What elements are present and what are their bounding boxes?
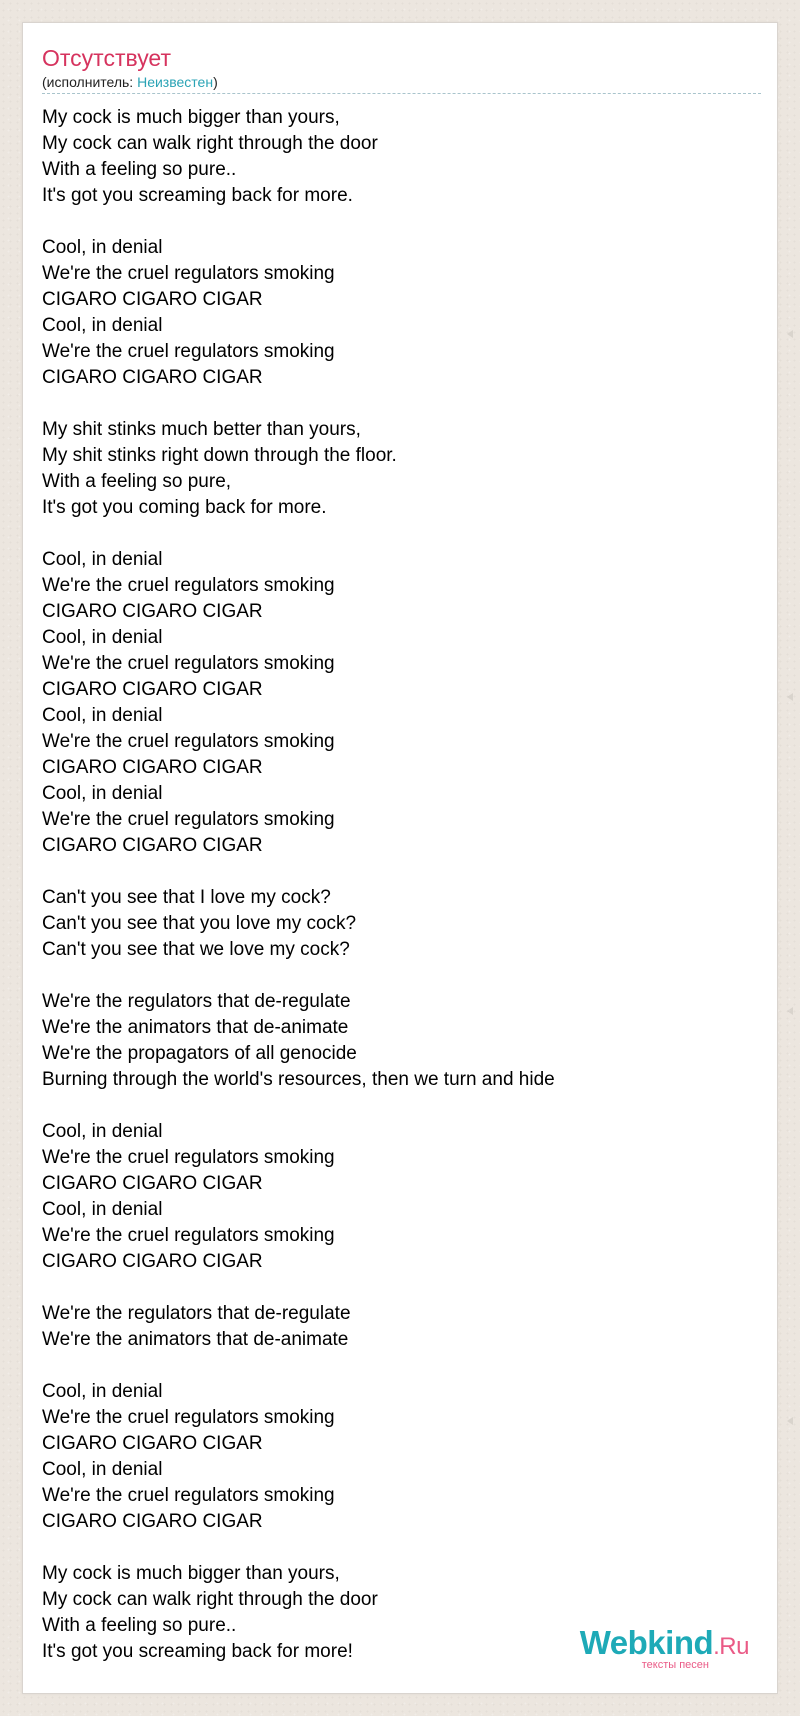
artist-link[interactable]: Неизвестен (137, 74, 214, 90)
lyrics-line: It's got you screaming back for more! (42, 1641, 353, 1662)
lyrics-line: Cool, in denial (42, 627, 163, 648)
lyrics-line: It's got you coming back for more. (42, 497, 327, 518)
lyrics-line: We're the cruel regulators smoking (42, 809, 335, 830)
lyrics-line: We're the cruel regulators smoking (42, 1485, 335, 1506)
lyrics-line: Burning through the world's resources, then we turn and hide (42, 1069, 555, 1090)
lyrics-line: We're the cruel regulators smoking (42, 653, 335, 674)
chevron-left-icon (787, 1417, 793, 1425)
lyrics-line: We're the propagators of all genocide (42, 1043, 357, 1064)
lyrics-line: Can't you see that you love my cock? (42, 913, 357, 934)
song-title: Отсутствует (42, 45, 171, 71)
lyrics-line: My cock is much bigger than yours, (42, 107, 340, 128)
logo-tld: .Ru (713, 1633, 749, 1660)
lyrics-line: CIGARO CIGARO CIGAR (42, 601, 263, 622)
artist-prefix: (исполнитель: (42, 74, 138, 90)
lyrics-blank-line (42, 521, 762, 547)
webkind-logo[interactable] (579, 1624, 749, 1671)
lyrics-line: With a feeling so pure.. (42, 1615, 237, 1636)
lyrics-line: My shit stinks much better than yours, (42, 419, 361, 440)
lyrics-line: It's got you screaming back for more. (42, 185, 353, 206)
lyrics-line: CIGARO CIGARO CIGAR (42, 1251, 263, 1272)
lyrics-blank-line (42, 209, 762, 235)
lyrics-line: My shit stinks right down through the floor. (42, 445, 397, 466)
lyrics-line: With a feeling so pure, (42, 471, 232, 492)
lyrics-line: Cool, in denial (42, 315, 163, 336)
lyrics-line: We're the animators that de-animate (42, 1329, 349, 1350)
lyrics-line: We're the cruel regulators smoking (42, 1147, 335, 1168)
lyrics-line: Can't you see that we love my cock? (42, 939, 350, 960)
lyrics-line: Can't you see that I love my cock? (42, 887, 331, 908)
lyrics-line: Cool, in denial (42, 1199, 163, 1220)
lyrics-line: CIGARO CIGARO CIGAR (42, 835, 263, 856)
lyrics-body (42, 105, 762, 1665)
lyrics-blank-line (42, 1353, 762, 1379)
lyrics-blank-line (42, 391, 762, 417)
lyrics-line: My cock can walk right through the door (42, 1589, 378, 1610)
chevron-left-icon (787, 693, 793, 701)
logo-word: Webkind (579, 1624, 714, 1661)
chevron-left-icon (787, 1007, 793, 1015)
lyrics-line: CIGARO CIGARO CIGAR (42, 289, 263, 310)
lyrics-line: Cool, in denial (42, 705, 163, 726)
lyrics-line: Cool, in denial (42, 549, 163, 570)
chevron-left-icon (787, 330, 793, 338)
lyrics-line: Cool, in denial (42, 783, 163, 804)
lyrics-blank-line (42, 1535, 762, 1561)
lyrics-line: We're the cruel regulators smoking (42, 575, 335, 596)
lyrics-blank-line (42, 859, 762, 885)
lyrics-line: CIGARO CIGARO CIGAR (42, 757, 263, 778)
lyrics-line: CIGARO CIGARO CIGAR (42, 1433, 263, 1454)
lyrics-line: My cock can walk right through the door (42, 133, 378, 154)
lyrics-line: My cock is much bigger than yours, (42, 1563, 340, 1584)
lyrics-blank-line (42, 963, 762, 989)
logo-tagline: тексты песен (641, 1659, 709, 1671)
artist-suffix: ) (213, 74, 218, 90)
lyrics-line: Cool, in denial (42, 1121, 163, 1142)
lyrics-line: Cool, in denial (42, 237, 163, 258)
lyrics-line: CIGARO CIGARO CIGAR (42, 679, 263, 700)
lyrics-line: We're the regulators that de-regulate (42, 991, 351, 1012)
lyrics-line: We're the cruel regulators smoking (42, 1225, 335, 1246)
lyrics-line: We're the cruel regulators smoking (42, 263, 335, 284)
lyrics-line: We're the cruel regulators smoking (42, 731, 335, 752)
lyrics-line: Cool, in denial (42, 1381, 163, 1402)
lyrics-line: We're the cruel regulators smoking (42, 1407, 335, 1428)
lyrics-blank-line (42, 1093, 762, 1119)
lyrics-line: We're the regulators that de-regulate (42, 1303, 351, 1324)
lyrics-line: CIGARO CIGARO CIGAR (42, 367, 263, 388)
lyrics-card (22, 22, 778, 1694)
lyrics-line: CIGARO CIGARO CIGAR (42, 1173, 263, 1194)
lyrics-line: CIGARO CIGARO CIGAR (42, 1511, 263, 1532)
artist-line (42, 73, 218, 91)
dashed-divider (42, 93, 761, 94)
logo-wordmark (579, 1624, 749, 1662)
lyrics-line: We're the cruel regulators smoking (42, 341, 335, 362)
lyrics-line: With a feeling so pure.. (42, 159, 237, 180)
lyrics-blank-line (42, 1275, 762, 1301)
lyrics-line: We're the animators that de-animate (42, 1017, 349, 1038)
lyrics-line: Cool, in denial (42, 1459, 163, 1480)
